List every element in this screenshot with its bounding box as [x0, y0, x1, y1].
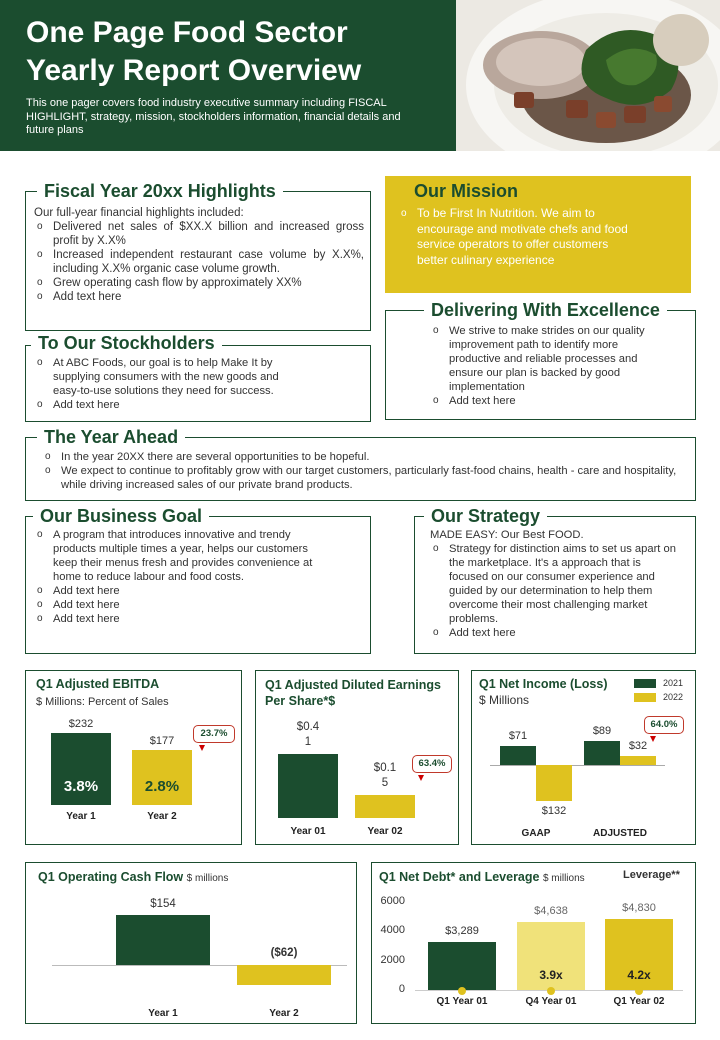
page-title: One Page Food Sector Yearly Report Overview — [26, 16, 362, 87]
eps-chart — [262, 712, 452, 842]
mission-title: Our Mission — [414, 181, 519, 201]
ebitda-value-label: $232 — [68, 718, 94, 730]
legend-2021-swatch — [634, 679, 656, 688]
net-debt-x-tick: Q4 Year 01 — [525, 996, 577, 1007]
year-ahead-body — [42, 450, 682, 492]
food-photo — [456, 0, 720, 151]
net-debt-chart-title — [379, 870, 585, 884]
down-arrow-icon — [650, 736, 656, 742]
net-income-zero-axis — [490, 765, 665, 766]
ebitda-percent-label: 3.8% — [63, 778, 99, 795]
cash-flow-title-text: Q1 Operating Cash Flow — [38, 870, 184, 884]
net-income-value-label: $71 — [508, 729, 528, 742]
net-income-chart-subtitle: $ Millions — [479, 693, 530, 707]
net-debt-title-text: Q1 Net Debt* and Leverage — [379, 870, 540, 884]
business-goal-title: Our Business Goal — [33, 506, 209, 527]
ebitda-percent-label: 2.8% — [144, 778, 180, 795]
net-income-bar — [620, 756, 656, 765]
leverage-marker-dot — [547, 987, 555, 995]
year-ahead-title: The Year Ahead — [37, 427, 185, 448]
net-income-bar — [584, 741, 620, 765]
stockholders-body — [34, 356, 309, 412]
year-ahead-item: o In the year 20XX there are several opportunities to be hopeful. — [42, 450, 682, 464]
business-goal-body — [34, 528, 319, 626]
legend-2022-label: 2022 — [663, 692, 684, 702]
net-debt-y-tick: 2000 — [380, 953, 405, 966]
net-income-bar — [500, 746, 536, 765]
goal-item: o Add text here — [34, 612, 319, 626]
ebitda-chart-subtitle: $ Millions: Percent of Sales — [36, 696, 169, 708]
mission-panel — [385, 176, 691, 293]
strategy-body — [430, 528, 682, 640]
leverage-marker-dot — [458, 987, 466, 995]
leverage-value-label: 3.9x — [539, 968, 563, 982]
net-debt-bar — [428, 942, 496, 990]
net-debt-y-tick: 4000 — [380, 924, 405, 937]
cash-flow-value-label: ($62) — [270, 947, 298, 959]
net-debt-unit: $ millions — [542, 873, 585, 884]
net-debt-value-label: $4,830 — [622, 902, 656, 915]
year-ahead-item: o We expect to continue to profitably grow with our target customers, particularly fast-food chains, health - care and hospitality, while driving increased sales of our private brand products. — [42, 464, 682, 492]
cash-flow-bar — [237, 965, 331, 985]
strategy-title: Our Strategy — [424, 506, 547, 527]
net-income-chart — [478, 712, 692, 842]
net-debt-value-label: $4,638 — [534, 904, 568, 917]
cash-flow-x-tick: Year 2 — [269, 1008, 299, 1019]
page-subtitle: This one pager covers food industry executive summary including FISCAL HIGHLIGHT, strategy, mission, stockholders information, financial details and future plans — [26, 97, 401, 136]
net-income-chart-title: Q1 Net Income (Loss) — [479, 677, 608, 691]
net-income-x-tick: ADJUSTED — [593, 828, 647, 839]
eps-bar — [355, 795, 415, 818]
stockholders-title: To Our Stockholders — [31, 333, 222, 354]
net-debt-x-tick: Q1 Year 01 — [436, 996, 488, 1007]
ebitda-x-tick: Year 1 — [66, 811, 96, 822]
goal-item: o Add text here — [34, 598, 319, 612]
excellence-item: o We strive to make strides on our quality improvement path to identify more productive and reliable processes and ensure our plan is backed by good implementation — [430, 324, 670, 394]
eps-value-label: $0.4 1 — [296, 721, 320, 748]
legend-2021-label: 2021 — [663, 678, 684, 688]
cash-flow-bar — [116, 915, 210, 965]
percent-change-callout: 23.7% — [193, 725, 235, 743]
strategy-item: o Add text here — [430, 626, 682, 640]
fiscal-item: o Delivered net sales of $XX.X billion and increased gross profit by X.X% — [34, 220, 364, 248]
net-debt-y-tick: 0 — [398, 983, 405, 995]
strategy-intro: MADE EASY: Our Best FOOD. — [430, 529, 584, 541]
cash-flow-chart-title — [38, 870, 228, 884]
cash-flow-x-tick: Year 1 — [148, 1008, 178, 1019]
fiscal-intro: Our full-year financial highlights included: — [34, 207, 244, 219]
eps-chart-title: Q1 Adjusted Diluted Earnings Per Share*$ — [265, 678, 441, 708]
strategy-item: o Strategy for distinction aims to set us apart on the marketplace. It's a approach that is focused on our consumer experience and guided by our determination to help them overcome their most challenging market problems. — [430, 542, 682, 626]
ebitda-chart-title: Q1 Adjusted EBITDA — [36, 677, 160, 691]
net-debt-y-tick: 6000 — [380, 895, 405, 907]
leverage-marker-dot — [635, 987, 643, 995]
mission-item: o To be First In Nutrition. We aim to encourage and motivate chefs and food service operators to offer customers better culinary experience — [398, 206, 638, 268]
net-debt-chart — [375, 890, 693, 1022]
cash-flow-value-label: $154 — [150, 898, 176, 910]
net-income-x-tick: GAAP — [521, 828, 551, 839]
legend-2022-swatch — [634, 693, 656, 702]
cash-flow-unit: $ millions — [186, 873, 229, 884]
net-income-value-label: $32 — [628, 740, 648, 753]
eps-value-label: $0.1 5 — [373, 761, 397, 789]
cash-flow-chart — [38, 890, 348, 1022]
header-banner — [0, 0, 456, 151]
fiscal-item: o Grew operating cash flow by approximately XX% — [34, 276, 364, 290]
goal-item: o Add text here — [34, 584, 319, 598]
fiscal-item: o Add text here — [34, 290, 364, 304]
stockholders-item: o Add text here — [34, 398, 309, 412]
net-income-value-label: $132 — [541, 805, 567, 817]
eps-x-tick: Year 01 — [290, 826, 326, 837]
excellence-body — [430, 324, 670, 408]
leverage-value-label: 4.2x — [627, 968, 651, 982]
leverage-label: Leverage** — [623, 869, 680, 881]
fiscal-highlights-body — [34, 206, 364, 304]
eps-x-tick: Year 02 — [367, 826, 403, 837]
ebitda-value-label: $177 — [149, 735, 175, 748]
ebitda-x-tick: Year 2 — [147, 811, 177, 822]
stockholders-item: o At ABC Foods, our goal is to help Make It by supplying consumers with the new goods and easy-to-use solutions they need for success. — [34, 356, 309, 398]
ebitda-chart — [36, 712, 236, 822]
excellence-item: o Add text here — [430, 394, 670, 408]
down-arrow-icon — [199, 745, 205, 751]
goal-item: o A program that introduces innovative and trendy products multiple times a year, helps our customers keep their menus fresh and provides convenience at home to reduce labour and food costs. — [34, 528, 319, 584]
excellence-title: Delivering With Excellence — [424, 300, 667, 321]
net-income-value-label: $89 — [592, 725, 612, 737]
fiscal-highlights-title: Fiscal Year 20xx Highlights — [37, 181, 283, 202]
eps-bar — [278, 754, 338, 818]
fiscal-item: o Increased independent restaurant case volume by X.X%, including X.X% organic case volume growth. — [34, 248, 364, 276]
percent-change-callout: 63.4% — [412, 755, 452, 773]
down-arrow-icon — [418, 775, 424, 781]
net-income-bar — [536, 765, 572, 801]
net-debt-value-label: $3,289 — [445, 924, 479, 937]
percent-change-callout: 64.0% — [644, 716, 684, 734]
net-debt-x-tick: Q1 Year 02 — [613, 996, 665, 1007]
